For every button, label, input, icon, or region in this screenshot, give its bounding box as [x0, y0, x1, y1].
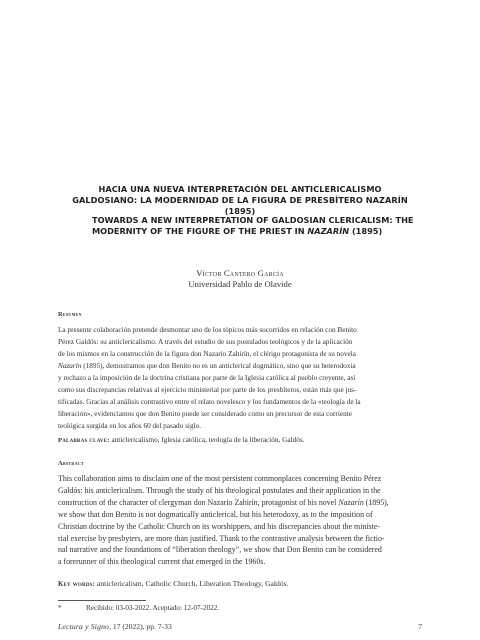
resumen-line: de los mismos en la construcción de la figura don Nazario Zahirín, el clérigo protagonista de su novela	[58, 349, 356, 358]
resumen-heading: Resumen	[58, 311, 82, 318]
keywords-english-label: Key words:	[58, 581, 96, 588]
running-footer	[58, 622, 172, 631]
keywords-spanish-label: Palabras clave:	[58, 437, 110, 444]
abstract-line: a forerunner of this theological current that emerged in the 1960s.	[58, 557, 266, 567]
title-english-line-1: TOWARDS A NEW INTERPRETATION OF GALDOSIAN CLERICALISM: THE	[92, 215, 414, 225]
page-number: 7	[418, 622, 422, 631]
resumen-line: como sus discrepancias relativas al ejercicio ministerial por parte de los presbíteros, están más que jus-	[58, 385, 357, 394]
journal-name: Lectura y Signo	[58, 622, 110, 631]
abstract-line: rial exercise by presbyters, are more than justified. Thank to the contrastive analysis between the fictio-	[58, 533, 385, 543]
author-affiliation: Universidad Pablo de Olavide	[188, 279, 292, 289]
footnote	[58, 604, 219, 612]
footnote-divider	[58, 600, 146, 601]
abstract-line: Christian doctrine by the Catholic Church on its worshippers, and his discrepancies about the ministe-	[58, 521, 380, 531]
resumen-line: La presente colaboración pretende desmontar uno de los tópicos más socorridos en relación con Benito	[58, 326, 357, 334]
resumen-line: Pérez Galdós: su anticlericalismo. A través del estudio de sus postulados teológicos y de la aplicación	[58, 337, 353, 346]
author-block	[0, 268, 480, 290]
abstract-novel-title: Nazarín	[338, 497, 364, 507]
title-spanish-line-1: HACIA UNA NUEVA INTERPRETACIÓN DEL ANTICLERICALISMO	[98, 184, 382, 194]
resumen-line: liberación», evidenciamos que don Benito puede ser considerado como un precursor de esta corriente	[58, 409, 352, 418]
footnote-marker: *	[58, 604, 62, 612]
title-english-line-2b: (1895)	[349, 226, 383, 236]
abstract-line-text: construction of the character of clergyman don Nazario Zahirín, protagonist of his novel	[58, 497, 339, 507]
abstract-line: This collaboration aims to disclaim one of the most persistent commonplaces concerning Benito Pérez	[58, 474, 382, 483]
resumen-line: teológica surgida en los años 60 del pasado siglo.	[58, 421, 202, 430]
author-name: Víctor Cantero García	[196, 268, 284, 278]
keywords-spanish	[58, 436, 422, 444]
title-english-line-2a: MODERNITY OF THE FIGURE OF THE PRIEST IN	[92, 226, 308, 236]
title-english	[92, 215, 432, 237]
abstract-line: Galdós: his anticlericalism. Through the study of his theological postulates and their application in the	[58, 485, 381, 495]
resumen-line	[58, 361, 422, 373]
journal-citation: , 17 (2022), pp. 7-33	[109, 622, 172, 631]
resumen-line-text: (1895), demostramos que don Benito no es un anticlerical dogmático, sino que su heterodoxia	[83, 361, 356, 370]
abstract-line: we show that don Benito is not dogmatically anticlerical, but his heterodoxy, as to the imposition of	[58, 509, 373, 519]
abstract-line: nal narrative and the foundations of “liberation theology”, we show that Don Benito can be considered	[58, 545, 382, 555]
resumen-text	[58, 325, 422, 433]
keywords-spanish-list: anticlericalismo, Iglesia católica, teología de la liberación, Galdós.	[109, 436, 305, 444]
abstract-text	[58, 473, 422, 568]
abstract-heading: Abstract	[58, 460, 84, 467]
resumen-line: tificadas. Gracias al análisis contrastivo entre el relato novelesco y los fundamentos de la «teología de la	[58, 397, 361, 406]
keywords-english	[58, 579, 422, 588]
title-english-novel: NAZARÍN	[307, 226, 350, 236]
title-spanish-line-2: GALDOSIANO: LA MODERNIDAD DE LA FIGURA DE PRESBÍTERO NAZARÍN (1895)	[72, 195, 408, 216]
resumen-line: y rechazo a la imposición de la doctrina cristiana por parte de la Iglesia católica al pueblo creyente, así	[58, 373, 356, 382]
footnote-text: Recibido: 03-03-2022. Aceptado: 12-07-2022.	[86, 604, 220, 612]
abstract-line	[58, 497, 422, 509]
resumen-novel-title: Nazarín	[58, 361, 82, 370]
title-spanish	[58, 184, 422, 217]
keywords-english-list: anticlericalism, Catholic Church, Liberation Theology, Galdós.	[95, 579, 289, 588]
abstract-novel-year: (1895),	[363, 497, 389, 507]
